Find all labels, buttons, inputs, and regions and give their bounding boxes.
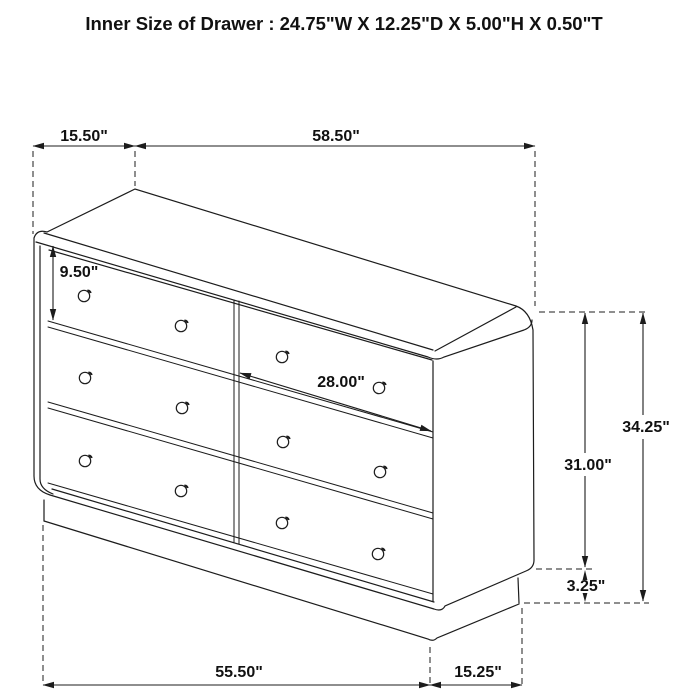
drawer-knob-icon bbox=[175, 485, 187, 496]
drawer-knob-icon bbox=[374, 466, 386, 477]
dim-label-body-height: 31.00" bbox=[564, 457, 612, 474]
dimension-labels bbox=[60, 128, 670, 681]
diagram-title: Inner Size of Drawer : 24.75"W X 12.25"D X 5.00"H X 0.50"T bbox=[85, 13, 603, 34]
dim-label-drawer-front-height: 9.50" bbox=[59, 264, 99, 281]
drawer-knob-icon bbox=[372, 548, 384, 559]
dim-label-width-top: 58.50" bbox=[312, 128, 360, 145]
drawer-knob-icon bbox=[79, 372, 91, 383]
dim-label-overall-height: 34.25" bbox=[622, 419, 670, 436]
dim-label-base-height: 3.25" bbox=[566, 578, 606, 595]
top-slab-right-edge bbox=[435, 307, 516, 351]
drawer-knob-icon bbox=[78, 290, 90, 301]
extension-lines bbox=[33, 151, 649, 684]
drawer-knob-icon bbox=[176, 402, 188, 413]
drawer-knob-icon bbox=[79, 455, 91, 466]
drawer-center-divider bbox=[234, 300, 239, 544]
drawer-knob-icon bbox=[277, 436, 289, 447]
dim-label-drawer-width: 28.00" bbox=[317, 374, 365, 391]
drawer-knob-icon bbox=[276, 517, 288, 528]
dim-label-depth-bottom: 15.25" bbox=[454, 664, 502, 681]
dresser-drawing bbox=[34, 189, 534, 640]
top-slab-bottom-band bbox=[36, 242, 532, 359]
body-left-inner-edge bbox=[40, 246, 53, 494]
drawer-knob-icon bbox=[276, 351, 288, 362]
dim-label-depth-top: 15.50" bbox=[60, 128, 108, 145]
dim-label-width-bottom: 55.50" bbox=[215, 664, 263, 681]
dimension-lines bbox=[33, 146, 643, 685]
body-bottom-inner-edge bbox=[52, 489, 434, 602]
drawer-knob-icon bbox=[373, 382, 385, 393]
drawer-knob-icon bbox=[175, 320, 187, 331]
